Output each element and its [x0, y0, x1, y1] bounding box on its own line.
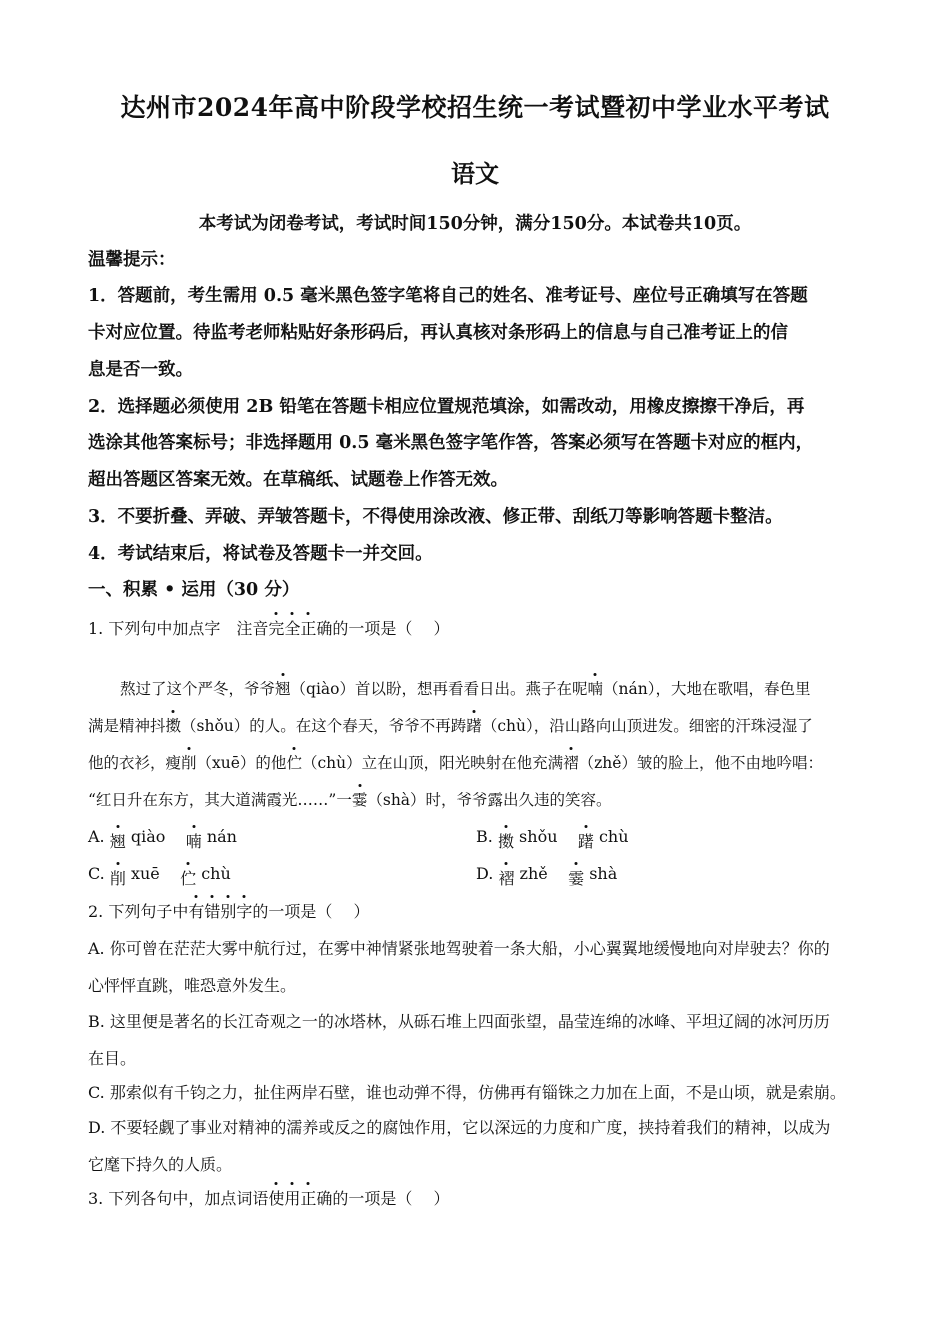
q1-option-b[interactable] [476, 824, 629, 851]
dotted-char: 躇 [578, 829, 594, 852]
q3-stem [88, 1186, 450, 1209]
text: （zhě）皱的脸上，他不由地吟唱： [578, 754, 823, 772]
q2-option-b-line-1[interactable]: B. 这里便是著名的长江奇观之一的冰塔林，从砾石堆上四面张望，晶莹连绵的冰峰、平坦辽阔的冰河历历 [88, 1012, 830, 1031]
dotted-char: 用 [284, 1186, 300, 1209]
pinyin: qiào [130, 827, 166, 846]
q2-option-a-line-1[interactable]: A. 你可曾在茫茫大雾中航行过，在雾中神情紧张地驾驶着一条大船，小心翼翼地缓慢地向对岸驶去？你的 [88, 939, 830, 958]
dotted-char: 褶 [498, 866, 514, 889]
dotted-char: 有 [188, 899, 204, 922]
tip-item-2-line-3: 超出答题区答案无效。在草稿纸、试题卷上作答无效。 [88, 470, 508, 490]
tip-item-2-line-2: 选涂其他答案标号；非选择题用 0.5 毫米黑色签字笔作答，答案必须写在答题卡对应的框内， [88, 433, 814, 453]
q2-stem [88, 899, 370, 922]
tip-item-1-line-3: 息是否一致。 [88, 360, 193, 380]
text: 满是精神抖 [88, 717, 166, 735]
text: “红日升在东方，其大道满霞光……”一 [88, 791, 352, 809]
q1-stem-post: 确的一项是（ ） [316, 619, 450, 638]
q2-option-d-line-1[interactable]: D. 不要轻觑了事业对精神的濡养或反之的腐蚀作用，它以深远的力度和广度，挟持着我们的精神，以成为 [88, 1118, 831, 1137]
q2-stem-post: 的一项是（ ） [252, 902, 370, 921]
option-label: A. [88, 827, 105, 846]
dotted-char: 削 [110, 866, 126, 889]
text: 他的衣衫，瘦 [88, 754, 182, 772]
q3-stem-dotted [268, 1189, 316, 1208]
exam-title: 达州市2024年高中阶段学校招生统一考试暨初中学业水平考试 [120, 93, 830, 122]
text: （chù），沿山路向山顶进发。细密的汗珠浸湿了 [481, 717, 813, 735]
dotted-char: 擞 [166, 714, 182, 736]
dotted-char: 伫 [286, 751, 302, 773]
dotted-char: 使 [268, 1186, 284, 1209]
dotted-char: 伫 [180, 866, 196, 889]
dotted-char: 字 [236, 899, 252, 922]
q2-stem-dotted [188, 902, 252, 921]
dotted-char: 削 [181, 751, 197, 773]
dotted-char: 喃 [186, 829, 202, 852]
dotted-char: 正 [300, 616, 316, 639]
q3-stem-pre: 3. 下列各句中，加点词语 [88, 1189, 269, 1208]
pinyin: zhě [519, 864, 548, 883]
tip-item-3: 3．不要折叠、弄破、弄皱答题卡，不得使用涂改液、修正带、刮纸刀等影响答题卡整洁。 [88, 507, 783, 527]
q3-stem-post: 确的一项是（ ） [316, 1189, 450, 1208]
exam-intro: 本考试为闭卷考试，考试时间150分钟，满分150分。本试卷共10页。 [198, 214, 752, 234]
q1-stem [88, 616, 450, 639]
text: （shǒu）的人。在这个春天，爷爷不再踌 [181, 717, 467, 735]
q1-option-c[interactable] [88, 861, 231, 888]
dotted-char: 褶 [563, 751, 579, 773]
dotted-char: 霎 [352, 788, 368, 810]
option-label: D. [476, 864, 494, 883]
dotted-char: 完 [268, 616, 284, 639]
pinyin: chù [598, 827, 629, 846]
q1-passage-line-3 [88, 751, 823, 773]
dotted-char: 翘 [110, 829, 126, 852]
text: （chù）立在山顶，阳光映射在他充满 [301, 754, 564, 772]
q1-stem-dotted [268, 619, 316, 638]
option-label: B. [476, 827, 493, 846]
tip-item-4: 4．考试结束后，将试卷及答题卡一并交回。 [88, 544, 433, 564]
dotted-char: 全 [284, 616, 300, 639]
tip-item-1-line-2: 卡对应位置。待监考老师粘贴好条形码后，再认真核对条形码上的信息与自己准考证上的信 [88, 323, 788, 343]
q2-option-c[interactable]: C. 那索似有千钧之力，扯住两岸石壁，谁也动弹不得，仿佛再有锱铢之力加在上面，不是山顷，就是索崩。 [88, 1083, 846, 1102]
text: （qiào）首以盼，想再看看日出。燕子在呢 [290, 680, 588, 698]
dotted-char: 躇 [466, 714, 482, 736]
dotted-char: 霎 [568, 866, 584, 889]
pinyin: xuē [130, 864, 160, 883]
dotted-char: 错 [204, 899, 220, 922]
q2-option-b-line-2: 在目。 [88, 1049, 137, 1068]
dotted-char: 别 [220, 899, 236, 922]
section-1-heading: 一、积累 • 运用（30 分） [88, 580, 300, 600]
text: （nán），大地在歌唱，春色里 [603, 680, 811, 698]
pinyin: chù [201, 864, 231, 883]
text: （shà）时，爷爷露出久违的笑容。 [367, 791, 612, 809]
text: 熬过了这个严冬，爷爷 [120, 680, 276, 698]
q2-option-d-line-2: 它麾下持久的人质。 [88, 1155, 233, 1174]
q1-option-d[interactable] [476, 861, 618, 888]
q1-passage-line-2 [88, 714, 813, 736]
dotted-char: 擞 [498, 829, 514, 852]
pinyin: shǒu [519, 827, 558, 846]
q2-option-a-line-2: 心怦怦直跳，唯恐意外发生。 [88, 976, 297, 995]
pinyin: shà [589, 864, 618, 883]
tip-label: 温馨提示： [88, 250, 176, 270]
subject-title: 语文 [451, 159, 499, 188]
text: （xuē）的他 [196, 754, 287, 772]
tip-item-2-line-1: 2．选择题必须使用 2B 铅笔在答题卡相应位置规范填涂，如需改动，用橡皮擦擦干净后，再 [88, 397, 805, 417]
tip-item-1-line-1: 1．答题前，考生需用 0.5 毫米黑色签字笔将自己的姓名、准考证号、座位号正确填写在答题 [88, 286, 808, 306]
option-label: C. [88, 864, 105, 883]
q1-passage-line-1 [120, 677, 810, 699]
q1-passage-line-4 [88, 788, 612, 810]
dotted-char: 翘 [275, 677, 291, 699]
q1-option-a[interactable] [88, 824, 237, 851]
q2-stem-pre: 2. 下列句子中 [88, 902, 189, 921]
dotted-char: 喃 [588, 677, 604, 699]
q1-stem-pre: 1. 下列句中加点字 注音 [88, 619, 269, 638]
pinyin: nán [206, 827, 237, 846]
dotted-char: 正 [300, 1186, 316, 1209]
